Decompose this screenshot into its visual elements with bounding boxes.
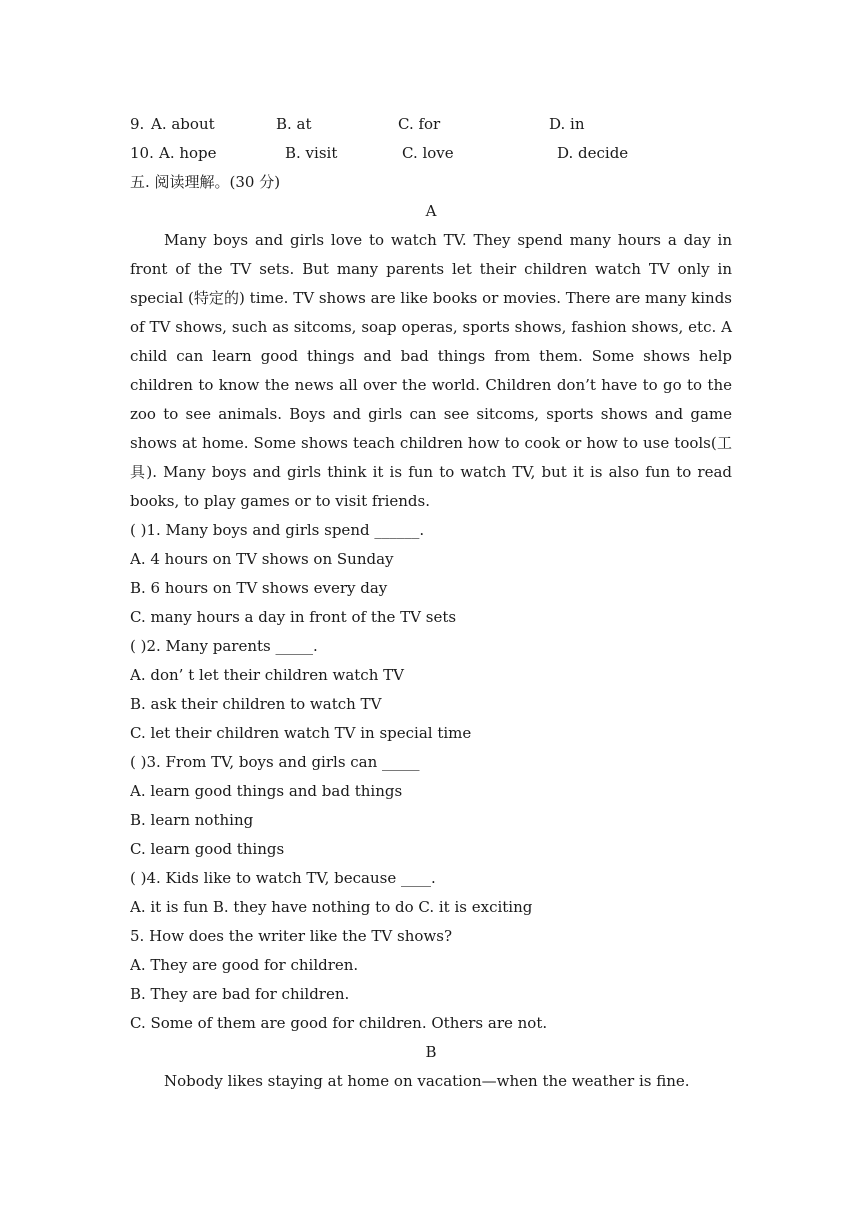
option-d: D. in xyxy=(549,115,585,133)
option: C. learn good things xyxy=(130,840,285,858)
option: B. ask their children to watch TV xyxy=(130,695,382,713)
option: A. learn good things and bad things xyxy=(130,782,403,800)
option: A. it is fun B. they have nothing to do C. it is exciting xyxy=(130,898,533,916)
option-c: C. love xyxy=(402,144,454,162)
question-2 xyxy=(130,632,732,748)
question-stem: ( )1. Many boys and girls spend ______. xyxy=(130,521,425,539)
option: B. learn nothing xyxy=(130,811,254,829)
question-4 xyxy=(130,864,732,922)
option: C. Some of them are good for children. Others are not. xyxy=(130,1014,548,1032)
passage-b-label: B xyxy=(425,1043,437,1061)
option: A. They are good for children. xyxy=(130,956,359,974)
question-stem: 5. How does the writer like the TV shows? xyxy=(130,927,452,945)
option-c: C. for xyxy=(398,115,441,133)
passage-a-label: A xyxy=(425,202,437,220)
option-d: D. decide xyxy=(557,144,629,162)
question-number: 10. xyxy=(130,144,154,162)
question-stem: ( )2. Many parents _____. xyxy=(130,637,318,655)
question-3 xyxy=(130,748,732,864)
passage-a-text: Many boys and girls love to watch TV. They spend many hours a day in front of the TV sets. But many parents let their children watch TV only in special (特定的) time. TV shows are like books or movies. There are many kinds of TV shows, such as sitcoms, soap operas, sports shows, fashion shows, etc. A child can learn good things and bad things from them. Some shows help children to know the news all over the world. Children don’t have to go to the zoo to see animals. Boys and girls can see sitcoms, sports shows and game shows at home. Some shows teach children how to cook or how to use tools(工具). Many boys and girls think it is fun to watch TV, but it is also fun to read books, to play games or to visit friends. xyxy=(130,231,732,510)
question-number: 9. xyxy=(130,115,145,133)
question-1 xyxy=(130,516,732,632)
option-a: A. hope xyxy=(159,144,217,162)
question-10-options xyxy=(130,139,732,168)
option-b: B. at xyxy=(276,115,312,133)
option: B. They are bad for children. xyxy=(130,985,350,1003)
document-page xyxy=(130,110,732,1096)
option-b: B. visit xyxy=(285,144,338,162)
option: B. 6 hours on TV shows every day xyxy=(130,579,388,597)
option-a: A. about xyxy=(151,115,215,133)
section-heading: 五. 阅读理解。(30 分) xyxy=(130,173,281,191)
question-5 xyxy=(130,922,732,1038)
question-stem: ( )3. From TV, boys and girls can _____ xyxy=(130,753,420,771)
option: C. many hours a day in front of the TV sets xyxy=(130,608,457,626)
option: C. let their children watch TV in special time xyxy=(130,724,472,742)
passage-b-text: Nobody likes staying at home on vacation—when the weather is fine. xyxy=(164,1072,690,1090)
question-9-options xyxy=(130,110,732,139)
option: A. don’ t let their children watch TV xyxy=(130,666,404,684)
option: A. 4 hours on TV shows on Sunday xyxy=(130,550,394,568)
question-stem: ( )4. Kids like to watch TV, because ____. xyxy=(130,869,436,887)
